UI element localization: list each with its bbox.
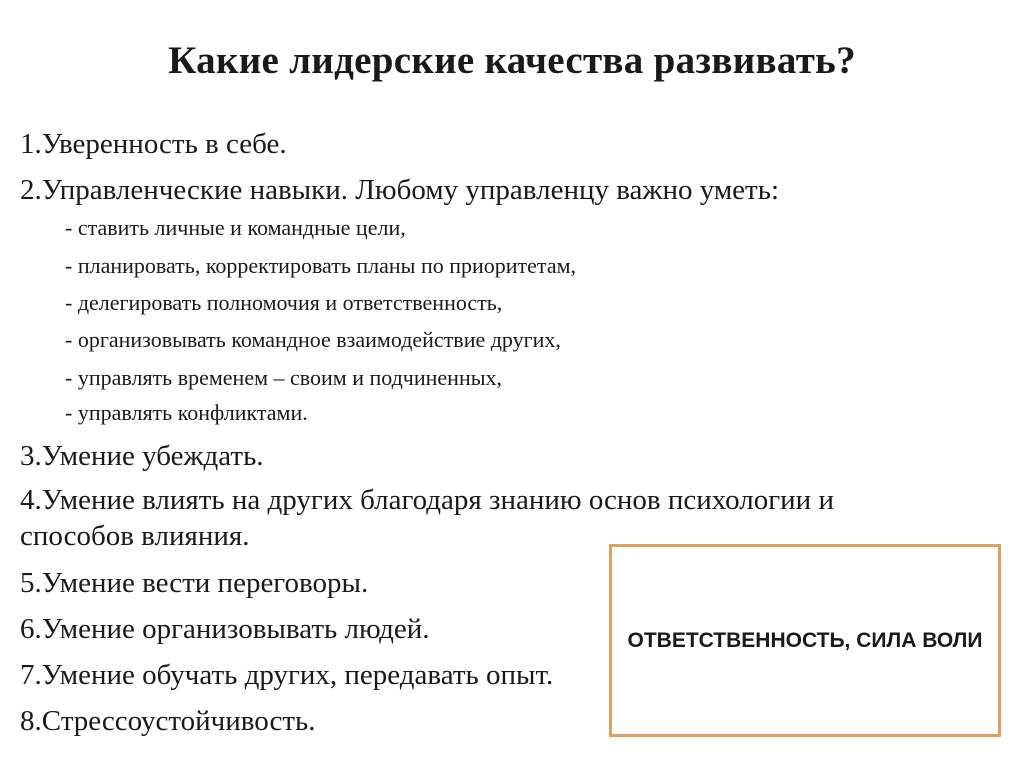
slide-title: Какие лидерские качества развивать? [168, 39, 856, 82]
sub-item-plan: - планировать, корректировать планы по приоритетам, [65, 253, 577, 278]
sub-item-delegate: - делегировать полномочия и ответственность, [65, 290, 503, 315]
list-item-negotiate: 5.Умение вести переговоры. [20, 567, 369, 599]
list-item-stress-resistance: 8.Стрессоустойчивость. [20, 705, 316, 737]
list-item-influence: 4.Умение влиять на других благодаря знанию основ психологии и способов влияния. [20, 484, 834, 552]
note-box [609, 544, 1001, 737]
list-item-teach: 7.Умение обучать других, передавать опыт. [20, 659, 554, 691]
list-item-organize-people: 6.Умение организовывать людей. [20, 613, 430, 645]
sub-item-manage-conflicts: - управлять конфликтами. [65, 400, 308, 425]
list-item-management-skills: 2.Управленческие навыки. Любому управленцу важно уметь: [20, 174, 780, 206]
sub-item-manage-time: - управлять временем – своим и подчиненных, [65, 365, 503, 390]
list-item-persuade: 3.Умение убеждать. [20, 440, 264, 472]
list-item-confidence: 1.Уверенность в себе. [20, 128, 287, 160]
sub-item-set-goals: - ставить личные и командные цели, [65, 215, 406, 240]
sub-item-organize-team: - организовывать командное взаимодействие других, [65, 327, 561, 352]
note-box-text: ОТВЕТСТВЕННОСТЬ, СИЛА ВОЛИ [627, 628, 983, 652]
